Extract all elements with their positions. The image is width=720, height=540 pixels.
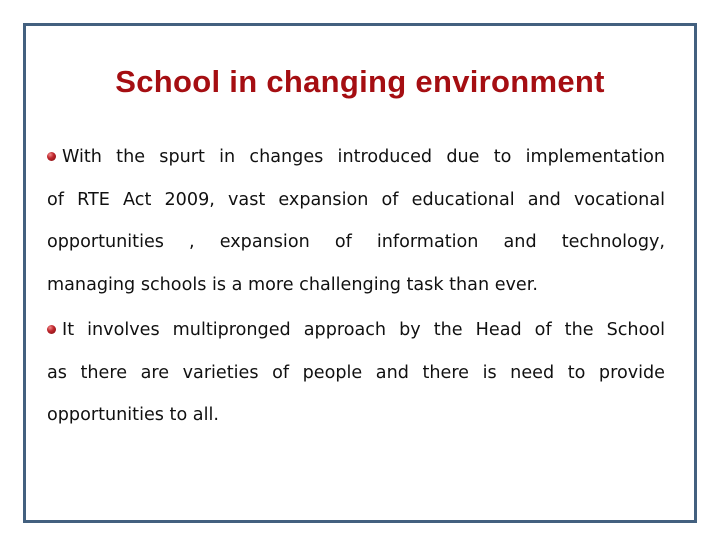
bullet-1-line-2: of RTE Act 2009, vast expansion of educational and vocational	[47, 189, 665, 210]
bullet-1-line-3: opportunities , expansion of information and technology,	[47, 232, 665, 253]
bullet-1-line-1-text: With the spurt in changes introduced due to implementation	[62, 147, 665, 167]
bullet-2-line-1-text: It involves multipronged approach by the Head of the School	[62, 320, 665, 340]
red-sphere-bullet-icon	[47, 325, 56, 334]
slide-frame	[23, 23, 697, 523]
red-sphere-bullet-icon	[47, 152, 56, 161]
bullet-2-line-3: opportunities to all.	[47, 405, 219, 426]
bullet-2-line-2: as there are varieties of people and there is need to provide	[47, 362, 665, 383]
bullet-paragraph-2	[47, 309, 665, 437]
slide-title: School in changing environment	[115, 64, 605, 99]
bullet-1-line-1	[47, 136, 665, 179]
bullet-paragraph-1	[47, 136, 665, 307]
bullet-1-line-4: managing schools is a more challenging task than ever.	[47, 275, 538, 296]
bullet-2-line-1	[47, 309, 665, 352]
